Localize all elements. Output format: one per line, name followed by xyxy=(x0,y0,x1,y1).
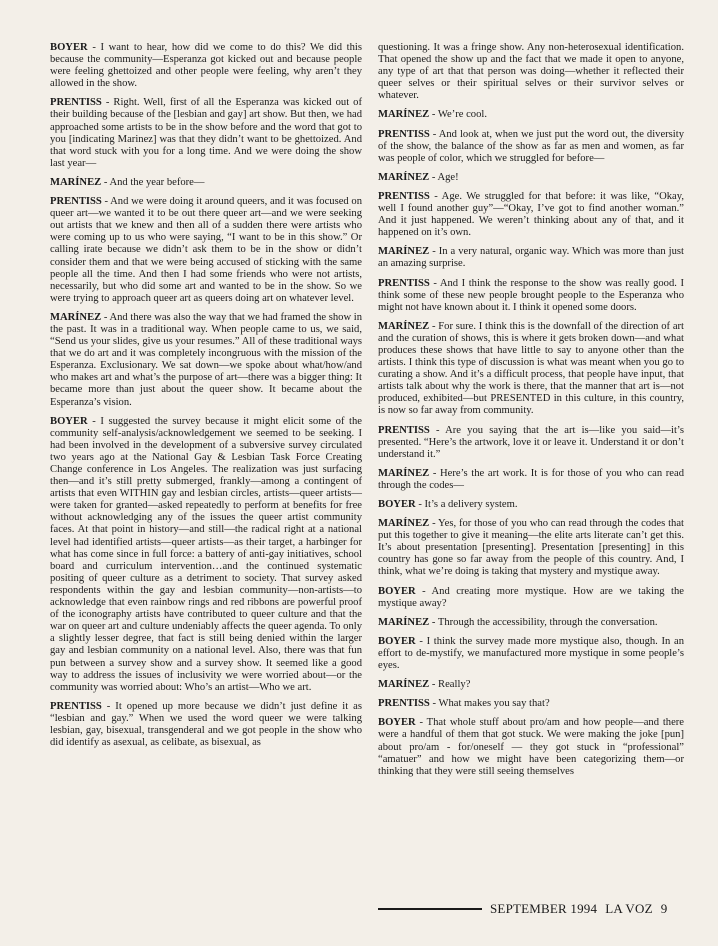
speaker-name: MARÍNEZ xyxy=(378,171,430,183)
paragraph xyxy=(378,617,684,629)
paragraph-text: - I think the survey made more mystique also, though. In an effort to de-mystify, we manufactured more mystique in some people’s eyes. xyxy=(378,635,684,672)
paragraph xyxy=(378,468,684,492)
speaker-name: BOYER xyxy=(378,499,416,510)
speaker-name: PRENTISS xyxy=(50,700,102,712)
paragraph-text: - Are you saying that the art is—like you said—it’s presented. “Here’s the artwork, love it or leave it. Understand it or don’t understand it.” xyxy=(378,424,684,460)
paragraph-text: - And creating more mystique. How are we taking the mystique away? xyxy=(378,585,684,609)
speaker-name: MARÍNEZ xyxy=(378,467,430,479)
speaker-name: MARÍNEZ xyxy=(50,311,102,323)
paragraph-text: - Through the accessibility, through the conversation. xyxy=(429,616,658,628)
speaker-name: PRENTISS xyxy=(50,97,102,109)
speaker-name: PRENTISS xyxy=(50,196,102,208)
paragraph xyxy=(378,698,684,710)
speaker-name: BOYER xyxy=(50,42,88,53)
paragraph xyxy=(378,636,684,672)
paragraph-text: - That whole stuff about pro/am and how people—and there were a handful of them that got stuck. We were making the joke [pun] about pro/am - for/oneself — they got stuck in “professional” “amatuer” and how we might have been categorizing them—or thinking that they were still seeing themselves xyxy=(378,717,684,777)
paragraph xyxy=(50,196,362,305)
right-column xyxy=(378,42,684,785)
paragraph xyxy=(378,278,684,314)
paragraph xyxy=(378,586,684,610)
publication-name: LA VOZ xyxy=(605,901,653,916)
paragraph-text: - Age. We struggled for that before: it was like, “Okay, well I found another guy”—“Okay, I’ve got to find another woman.” And it just happened. We weren’t thinking about any of that, and it happened on it’s own. xyxy=(378,190,684,239)
paragraph xyxy=(378,109,684,121)
paragraph xyxy=(378,518,684,578)
paragraph xyxy=(50,97,362,170)
paragraph xyxy=(378,172,684,184)
paragraph-text: - For sure. I think this is the downfall of the direction of art and the curation of shows, this is where it gets broken down—and what produces these shows that have little to say to anyone other than the artists. I think this type of discussion is what was meant when you go to curating a show. And it’s a difficult process, that people have input, that artists talk about why the work is there, that the manner that art is—not produced, exhibited—but PRESENTED in this culture, in this country, is now so far away from community. xyxy=(378,320,684,417)
paragraph xyxy=(50,177,362,189)
paragraph-text: - Age! xyxy=(429,171,459,183)
paragraph xyxy=(378,425,684,461)
speaker-name: MARÍNEZ xyxy=(378,109,430,121)
issue-date: SEPTEMBER 1994 xyxy=(490,901,598,916)
paragraph xyxy=(50,42,362,90)
paragraph-text: - And we were doing it around queers, and it was focused on queer art—we wanted it to be out there queer art—and we were seeking out artists that we knew and then all of a sudden there were artists who were coming up to us who were saying, “I want to be in this show.” Or calling irate because we didn’t ask them to be in the show or didn’t consider them and that we were being accused of sticking with the same people all the time. And then I had some friends who were not artists, necessarily, but who did some art and wanted to be in the show. So we were trying to approach queer art as queers doing art on whatever level. xyxy=(50,196,362,304)
paragraph-text: - Right. Well, first of all the Esperanza was kicked out of their building because of the [lesbian and gay] art show. But then, we had approached some artists to be in the show before and the word that got to you [indicating Marinez] was that they didn’t want to be ghettoized. And that word stuck with you for a long time. And we were doing the show last year— xyxy=(50,97,362,169)
paragraph-text: - I want to hear, how did we come to do this? We did this because the community—Esperanza got kicked out and because people were feeling ghettoized and other people were feeling, why aren’t they allowed in the show. xyxy=(50,42,362,90)
paragraph-text: - I suggested the survey because it might elicit some of the community self-analysis/acknowledgement we seemed to be seeking. I had been involved in the development of a subversive survey circulated two years ago at the National Gay & Lesbian Task Force Creating Change conference in Los Angeles. The realization was just surfacing then—and it’s still pretty submerged, frankly—among a contingent of artists that even WITHIN gay and lesbian circles, artists—queer artists—were taken for granted—asked repeatedly to perform at benefits for free without acknowledging any of the issues the queer artist community faces. At that point in history—and still—the radical right at a national level had identified artists—queer artists—as their target, a harbinger for what has come since in full force: a battery of anti-gay initiatives, school board and curriculum intervention…and the continued systematic positing of queer culture as a detriment to society. That survey asked respondents within the gay and lesbian community—non-artists—to acknowledge that even rainbow rings and red ribbons are powerful proof of the iconography artists have contributed to queer culture and that the war on queer art and culture undeniably affects the queer agenda. To only a slightly lesser degree, that fact is still being denied within the larger gay and lesbian community on a national level. Also, there was that fun pun between a survey show and a survey show. It seemed like a good way to address the issues of inclusivity we were worried about—or the community was worried about: Who’s an artist—Who we art. xyxy=(50,415,362,693)
paragraph xyxy=(50,416,362,694)
paragraph xyxy=(50,312,362,409)
paragraph xyxy=(378,129,684,165)
speaker-name: MARÍNEZ xyxy=(378,679,430,691)
paragraph-text: - Here’s the art work. It is for those of you who can read through the codes— xyxy=(378,467,684,491)
paragraph xyxy=(378,191,684,239)
paragraph xyxy=(378,321,684,418)
speaker-name: PRENTISS xyxy=(378,698,430,710)
speaker-name: PRENTISS xyxy=(378,190,430,202)
paragraph-text: - And the year before— xyxy=(101,176,205,188)
page-number: 9 xyxy=(660,901,668,916)
paragraph-text: - In a very natural, organic way. Which was more than just an amazing surprise. xyxy=(378,246,684,270)
paragraph-text: - And I think the response to the show was really good. I think some of these new people brought people to the Esperanza who might not have known about it. I think it opened some doors. xyxy=(378,277,684,313)
paragraph-text: - It’s a delivery system. xyxy=(415,499,518,510)
footer-rule xyxy=(378,908,482,910)
paragraph xyxy=(378,679,684,691)
speaker-name: BOYER xyxy=(378,717,416,729)
speaker-name: PRENTISS xyxy=(378,424,430,436)
paragraph xyxy=(378,499,684,511)
paragraph xyxy=(378,42,684,102)
paragraph-text: - And look at, when we just put the word out, the diversity of the show, the balance of the show as far as men and women, as far was people of color, which we struggled for before— xyxy=(378,128,684,164)
paragraph-text: - And there was also the way that we had framed the show in the past. It was in a traditional way. When people came to us, we said, “Send us your slides, give us your resumes.” All of these traditional ways that we do art and it was completely incongruous with the mission of the Esperanza. Exclusionary. We sat down—we spoke about what/how/and who makes art and what’s the purpose of art—there was a bigger thing: It became more than just about the queer show. It became about the Esperanza’s vision. xyxy=(50,311,362,408)
paragraph xyxy=(378,246,684,270)
page-footer xyxy=(378,901,684,917)
paragraph xyxy=(378,717,684,777)
speaker-name: MARÍNEZ xyxy=(378,616,430,628)
paragraph-text: - Really? xyxy=(429,679,471,691)
paragraph-text: questioning. It was a fringe show. Any non-heterosexual identification. That opened the show up and the fact that we made it open to anyone, any type of art that that person was doing—whether it reflected their queer selves or their spiritual selves or their survivor selves or whatever. xyxy=(378,42,684,102)
paragraph-text: - We’re cool. xyxy=(429,109,487,121)
speaker-name: PRENTISS xyxy=(378,277,430,289)
paragraph-text: - Yes, for those of you who can read through the codes that put this together to give it meaning—the elite arts literate can’t get this. It’s about presentation [presenting]. Presentation [presenting] in this country has gone so far away from the people of this country. And, I think, what we’re doing is taking that mystery and mystique away. xyxy=(378,518,684,578)
speaker-name: MARÍNEZ xyxy=(378,246,430,258)
paragraph-text: - It opened up more because we didn’t just define it as “lesbian and gay.” When we used the word queer we were talking lesbian, gay, bisexual, transgenderal and we got people in the show who did identify as asexual, as celibate, as bisexual, as xyxy=(50,700,362,749)
paragraph-text: - What makes you say that? xyxy=(429,698,550,710)
speaker-name: PRENTISS xyxy=(378,128,430,140)
paragraph xyxy=(50,701,362,749)
speaker-name: BOYER xyxy=(378,635,416,647)
left-column xyxy=(50,42,362,756)
speaker-name: MARÍNEZ xyxy=(378,320,430,332)
speaker-name: BOYER xyxy=(50,415,88,427)
speaker-name: BOYER xyxy=(378,585,416,597)
speaker-name: MARÍNEZ xyxy=(50,176,102,188)
speaker-name: MARÍNEZ xyxy=(378,518,430,530)
